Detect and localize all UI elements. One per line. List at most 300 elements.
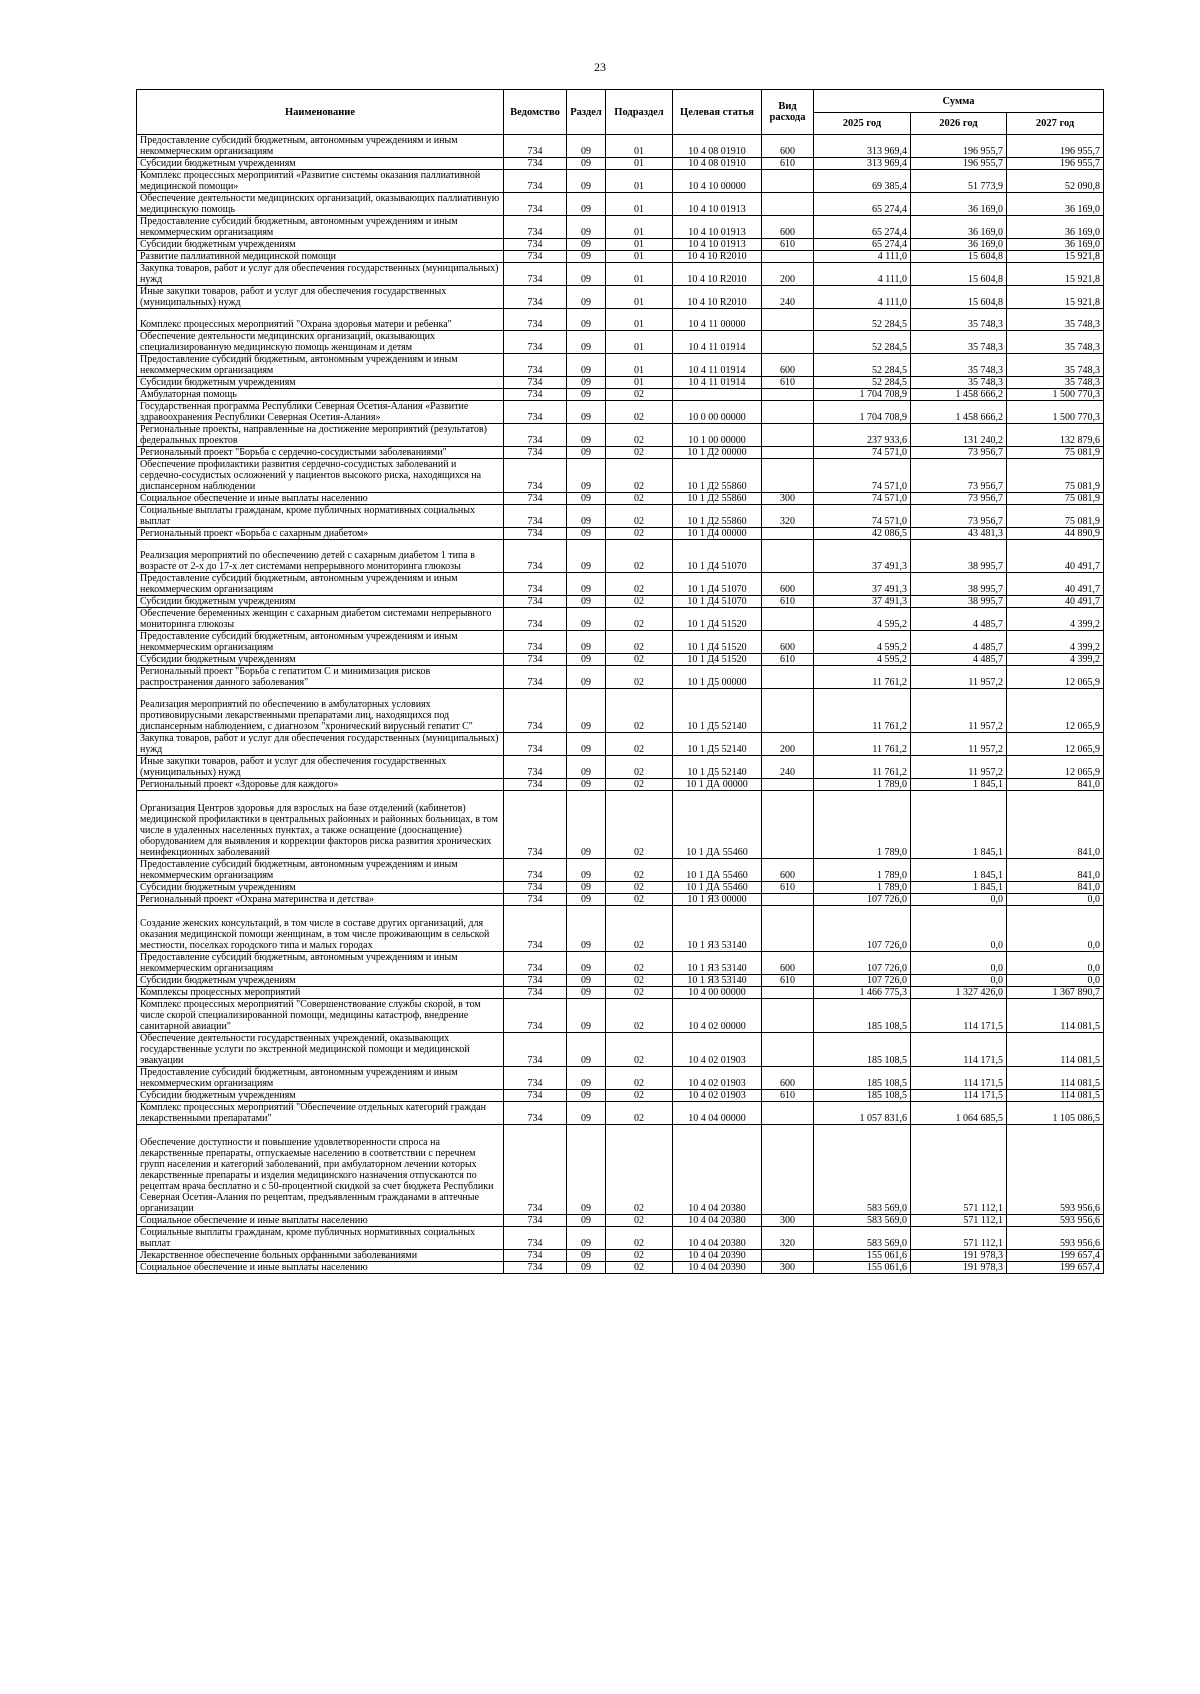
- row-name: Субсидии бюджетным учреждениям: [137, 975, 504, 987]
- header-vedomstvo: Ведомство: [504, 90, 567, 135]
- table-row: [137, 309, 1104, 331]
- row-sum-2027: 0,0: [1007, 906, 1104, 952]
- row-podrazdel: 01: [606, 377, 673, 389]
- table-row: [137, 1102, 1104, 1125]
- row-vid-raskhoda: [762, 779, 814, 791]
- row-sum-2027: 15 921,8: [1007, 286, 1104, 309]
- row-name: Субсидии бюджетным учреждениям: [137, 882, 504, 894]
- header-podrazdel: Подраздел: [606, 90, 673, 135]
- row-sum-2025: 4 595,2: [814, 608, 911, 631]
- row-tselevaya-statya: 10 1 Д5 00000: [673, 666, 762, 689]
- row-podrazdel: 02: [606, 540, 673, 573]
- row-razdel: 09: [567, 1215, 606, 1227]
- row-vid-raskhoda: 610: [762, 377, 814, 389]
- row-name: Государственная программа Республики Северная Осетия-Алания «Развитие здравоохранения Республики Северная Осетия-Алания»: [137, 401, 504, 424]
- row-sum-2026: 114 171,5: [911, 1090, 1007, 1102]
- row-sum-2027: 593 956,6: [1007, 1125, 1104, 1215]
- row-vid-raskhoda: 300: [762, 493, 814, 505]
- row-tselevaya-statya: 10 4 10 R2010: [673, 251, 762, 263]
- row-vid-raskhoda: 610: [762, 975, 814, 987]
- row-tselevaya-statya: 10 4 11 01914: [673, 331, 762, 354]
- row-sum-2027: 12 065,9: [1007, 689, 1104, 733]
- table-row: [137, 975, 1104, 987]
- row-vid-raskhoda: [762, 1125, 814, 1215]
- row-sum-2026: 73 956,7: [911, 505, 1007, 528]
- row-vedomstvo: 734: [504, 309, 567, 331]
- row-vedomstvo: 734: [504, 540, 567, 573]
- row-name: Субсидии бюджетным учреждениям: [137, 239, 504, 251]
- row-sum-2027: 40 491,7: [1007, 573, 1104, 596]
- table-row: [137, 1227, 1104, 1250]
- row-sum-2026: 191 978,3: [911, 1250, 1007, 1262]
- row-sum-2025: 1 789,0: [814, 859, 911, 882]
- row-sum-2027: 841,0: [1007, 859, 1104, 882]
- row-sum-2027: 75 081,9: [1007, 505, 1104, 528]
- row-sum-2026: 35 748,3: [911, 331, 1007, 354]
- row-tselevaya-statya: 10 4 11 01914: [673, 377, 762, 389]
- row-sum-2025: 583 569,0: [814, 1215, 911, 1227]
- page-number: 23: [594, 60, 606, 74]
- row-sum-2027: 0,0: [1007, 975, 1104, 987]
- row-name: Субсидии бюджетным учреждениям: [137, 158, 504, 170]
- row-tselevaya-statya: 10 4 00 00000: [673, 987, 762, 999]
- row-vedomstvo: 734: [504, 894, 567, 906]
- row-name: Региональные проекты, направленные на достижение мероприятий (результатов) федеральных проектов: [137, 424, 504, 447]
- row-sum-2027: 1 105 086,5: [1007, 1102, 1104, 1125]
- row-name: Предоставление субсидий бюджетным, автономным учреждениям и иным некоммерческим организациям: [137, 859, 504, 882]
- row-vid-raskhoda: [762, 987, 814, 999]
- table-row: [137, 779, 1104, 791]
- row-vedomstvo: 734: [504, 791, 567, 859]
- row-razdel: 09: [567, 309, 606, 331]
- row-sum-2025: 52 284,5: [814, 377, 911, 389]
- row-razdel: 09: [567, 999, 606, 1033]
- row-vedomstvo: 734: [504, 1102, 567, 1125]
- row-sum-2027: 12 065,9: [1007, 666, 1104, 689]
- table-row: [137, 791, 1104, 859]
- row-razdel: 09: [567, 193, 606, 216]
- row-podrazdel: 02: [606, 666, 673, 689]
- row-razdel: 09: [567, 654, 606, 666]
- row-name: Закупка товаров, работ и услуг для обеспечения государственных (муниципальных) нужд: [137, 263, 504, 286]
- row-razdel: 09: [567, 389, 606, 401]
- row-sum-2025: 11 761,2: [814, 666, 911, 689]
- header-summa: Сумма: [814, 90, 1104, 113]
- row-vedomstvo: 734: [504, 424, 567, 447]
- table-row: [137, 654, 1104, 666]
- row-name: Реализация мероприятий по обеспечению в амбулаторных условиях противовирусными лекарственными препаратами лиц, находящихся под диспансерным наблюдением, с диагнозом "хронический вирусный гепатит С": [137, 689, 504, 733]
- row-name: Региональный проект «Охрана материнства и детства»: [137, 894, 504, 906]
- row-sum-2026: 38 995,7: [911, 540, 1007, 573]
- row-razdel: 09: [567, 952, 606, 975]
- row-tselevaya-statya: 10 4 02 01903: [673, 1090, 762, 1102]
- row-podrazdel: 01: [606, 263, 673, 286]
- table-row: [137, 631, 1104, 654]
- row-razdel: 09: [567, 354, 606, 377]
- row-podrazdel: 02: [606, 608, 673, 631]
- row-vedomstvo: 734: [504, 158, 567, 170]
- row-vedomstvo: 734: [504, 952, 567, 975]
- row-tselevaya-statya: 10 4 08 01910: [673, 135, 762, 158]
- row-razdel: 09: [567, 1262, 606, 1274]
- table-row: [137, 1067, 1104, 1090]
- row-vedomstvo: 734: [504, 447, 567, 459]
- header-2026: 2026 год: [911, 113, 1007, 135]
- row-razdel: 09: [567, 540, 606, 573]
- table-row: [137, 1262, 1104, 1274]
- row-sum-2026: 0,0: [911, 975, 1007, 987]
- row-vid-raskhoda: 320: [762, 505, 814, 528]
- row-vid-raskhoda: [762, 251, 814, 263]
- row-tselevaya-statya: 10 1 Д4 51520: [673, 654, 762, 666]
- row-tselevaya-statya: 10 4 10 R2010: [673, 286, 762, 309]
- row-sum-2027: 114 081,5: [1007, 999, 1104, 1033]
- row-name: Обеспечение профилактики развития сердечно-сосудистых заболеваний и сердечно-сосудистых осложнений у пациентов высокого риска, находящихся на диспансерном наблюдении: [137, 459, 504, 493]
- row-tselevaya-statya: 10 4 10 01913: [673, 216, 762, 239]
- row-sum-2025: 185 108,5: [814, 1067, 911, 1090]
- row-name: Предоставление субсидий бюджетным, автономным учреждениям и иным некоммерческим организациям: [137, 952, 504, 975]
- row-sum-2025: 107 726,0: [814, 906, 911, 952]
- row-name: Субсидии бюджетным учреждениям: [137, 654, 504, 666]
- table-row: [137, 193, 1104, 216]
- row-sum-2027: 4 399,2: [1007, 631, 1104, 654]
- row-sum-2027: 15 921,8: [1007, 263, 1104, 286]
- row-sum-2025: 74 571,0: [814, 505, 911, 528]
- row-name: Иные закупки товаров, работ и услуг для обеспечения государственных (муниципальных) нужд: [137, 286, 504, 309]
- row-vid-raskhoda: [762, 540, 814, 573]
- row-name: Лекарственное обеспечение больных орфанными заболеваниями: [137, 1250, 504, 1262]
- row-sum-2026: 1 064 685,5: [911, 1102, 1007, 1125]
- row-vid-raskhoda: [762, 331, 814, 354]
- row-name: Комплексы процессных мероприятий: [137, 987, 504, 999]
- row-sum-2026: 11 957,2: [911, 756, 1007, 779]
- row-podrazdel: 02: [606, 975, 673, 987]
- row-sum-2027: 12 065,9: [1007, 756, 1104, 779]
- row-sum-2027: 114 081,5: [1007, 1067, 1104, 1090]
- row-vedomstvo: 734: [504, 505, 567, 528]
- row-sum-2027: 36 169,0: [1007, 193, 1104, 216]
- row-tselevaya-statya: 10 4 04 20390: [673, 1250, 762, 1262]
- row-vid-raskhoda: 600: [762, 952, 814, 975]
- row-razdel: 09: [567, 239, 606, 251]
- row-name: Социальное обеспечение и иные выплаты населению: [137, 493, 504, 505]
- row-name: Комплекс процессных мероприятий "Совершенствование службы скорой, в том числе скорой специализированной помощи, медицины катастроф, внедрение санитарной авиации": [137, 999, 504, 1033]
- row-sum-2026: 571 112,1: [911, 1215, 1007, 1227]
- table-row: [137, 389, 1104, 401]
- row-sum-2025: 4 595,2: [814, 654, 911, 666]
- row-tselevaya-statya: 10 4 04 20390: [673, 1262, 762, 1274]
- table-row: [137, 1215, 1104, 1227]
- row-vedomstvo: 734: [504, 999, 567, 1033]
- row-razdel: 09: [567, 377, 606, 389]
- row-tselevaya-statya: 10 4 10 01913: [673, 193, 762, 216]
- row-sum-2027: 35 748,3: [1007, 377, 1104, 389]
- row-vid-raskhoda: [762, 689, 814, 733]
- row-sum-2026: 73 956,7: [911, 447, 1007, 459]
- table-row: [137, 1090, 1104, 1102]
- row-sum-2027: 1 500 770,3: [1007, 401, 1104, 424]
- row-razdel: 09: [567, 882, 606, 894]
- row-sum-2027: 4 399,2: [1007, 608, 1104, 631]
- row-name: Создание женских консультаций, в том числе в составе других организаций, для оказания медицинской помощи женщинам, в том числе проживающим в сельской местности, поселках городского типа и малых городах: [137, 906, 504, 952]
- row-podrazdel: 02: [606, 1215, 673, 1227]
- row-vedomstvo: 734: [504, 608, 567, 631]
- row-tselevaya-statya: 10 1 Д5 52140: [673, 689, 762, 733]
- row-tselevaya-statya: 10 4 08 01910: [673, 158, 762, 170]
- row-sum-2026: 1 327 426,0: [911, 987, 1007, 999]
- row-podrazdel: 02: [606, 1102, 673, 1125]
- row-sum-2025: 313 969,4: [814, 158, 911, 170]
- row-podrazdel: 02: [606, 1227, 673, 1250]
- row-sum-2026: 38 995,7: [911, 573, 1007, 596]
- row-sum-2026: 196 955,7: [911, 135, 1007, 158]
- row-name: Субсидии бюджетным учреждениям: [137, 377, 504, 389]
- row-razdel: 09: [567, 158, 606, 170]
- row-sum-2025: 155 061,6: [814, 1262, 911, 1274]
- row-tselevaya-statya: 10 4 04 20380: [673, 1215, 762, 1227]
- row-sum-2026: 1 845,1: [911, 779, 1007, 791]
- row-vedomstvo: 734: [504, 1262, 567, 1274]
- row-podrazdel: 01: [606, 170, 673, 193]
- row-podrazdel: 02: [606, 1090, 673, 1102]
- row-razdel: 09: [567, 170, 606, 193]
- row-tselevaya-statya: 10 1 Д4 51520: [673, 631, 762, 654]
- row-vid-raskhoda: [762, 999, 814, 1033]
- row-razdel: 09: [567, 286, 606, 309]
- row-sum-2026: 114 171,5: [911, 1067, 1007, 1090]
- row-razdel: 09: [567, 894, 606, 906]
- row-sum-2026: 1 845,1: [911, 859, 1007, 882]
- header-tselevaya-statya: Целевая статья: [673, 90, 762, 135]
- row-podrazdel: 02: [606, 779, 673, 791]
- row-name: Социальные выплаты гражданам, кроме публичных нормативных социальных выплат: [137, 505, 504, 528]
- row-sum-2026: 4 485,7: [911, 631, 1007, 654]
- row-razdel: 09: [567, 779, 606, 791]
- row-tselevaya-statya: 10 1 Д4 51070: [673, 573, 762, 596]
- row-sum-2025: 583 569,0: [814, 1125, 911, 1215]
- row-razdel: 09: [567, 1033, 606, 1067]
- row-vid-raskhoda: 600: [762, 573, 814, 596]
- row-vedomstvo: 734: [504, 975, 567, 987]
- row-tselevaya-statya: 10 1 Д4 00000: [673, 528, 762, 540]
- row-sum-2025: 11 761,2: [814, 689, 911, 733]
- table-row: [137, 999, 1104, 1033]
- row-name: Субсидии бюджетным учреждениям: [137, 596, 504, 608]
- row-tselevaya-statya: 10 1 Д2 00000: [673, 447, 762, 459]
- row-sum-2027: 114 081,5: [1007, 1033, 1104, 1067]
- row-podrazdel: 02: [606, 906, 673, 952]
- row-vedomstvo: 734: [504, 216, 567, 239]
- row-sum-2025: 4 111,0: [814, 251, 911, 263]
- row-tselevaya-statya: 10 4 10 01913: [673, 239, 762, 251]
- row-tselevaya-statya: 10 4 02 01903: [673, 1067, 762, 1090]
- row-razdel: 09: [567, 859, 606, 882]
- row-sum-2026: 0,0: [911, 906, 1007, 952]
- row-tselevaya-statya: 10 4 04 20380: [673, 1125, 762, 1215]
- row-vid-raskhoda: [762, 1033, 814, 1067]
- row-razdel: 09: [567, 216, 606, 239]
- row-podrazdel: 02: [606, 505, 673, 528]
- row-vedomstvo: 734: [504, 1033, 567, 1067]
- row-razdel: 09: [567, 987, 606, 999]
- row-sum-2027: 841,0: [1007, 779, 1104, 791]
- row-vid-raskhoda: [762, 459, 814, 493]
- row-vedomstvo: 734: [504, 654, 567, 666]
- row-name: Иные закупки товаров, работ и услуг для обеспечения государственных (муниципальных) нужд: [137, 756, 504, 779]
- row-razdel: 09: [567, 666, 606, 689]
- row-vedomstvo: 734: [504, 1227, 567, 1250]
- row-vedomstvo: 734: [504, 263, 567, 286]
- row-razdel: 09: [567, 135, 606, 158]
- row-sum-2026: 114 171,5: [911, 1033, 1007, 1067]
- row-razdel: 09: [567, 447, 606, 459]
- row-tselevaya-statya: 10 1 ДА 55460: [673, 882, 762, 894]
- row-sum-2025: 74 571,0: [814, 459, 911, 493]
- row-vid-raskhoda: [762, 309, 814, 331]
- row-sum-2025: 52 284,5: [814, 309, 911, 331]
- row-sum-2025: 185 108,5: [814, 1090, 911, 1102]
- row-sum-2025: 74 571,0: [814, 493, 911, 505]
- row-podrazdel: 02: [606, 596, 673, 608]
- row-podrazdel: 02: [606, 999, 673, 1033]
- table-row: [137, 459, 1104, 493]
- row-tselevaya-statya: 10 4 10 R2010: [673, 263, 762, 286]
- table-row: [137, 354, 1104, 377]
- table-row: [137, 528, 1104, 540]
- row-razdel: 09: [567, 1067, 606, 1090]
- table-row: [137, 170, 1104, 193]
- table-row: [137, 424, 1104, 447]
- table-row: [137, 401, 1104, 424]
- row-razdel: 09: [567, 906, 606, 952]
- row-tselevaya-statya: 10 1 Я3 53140: [673, 906, 762, 952]
- table-row: [137, 608, 1104, 631]
- row-razdel: 09: [567, 975, 606, 987]
- row-vedomstvo: 734: [504, 493, 567, 505]
- row-razdel: 09: [567, 608, 606, 631]
- row-name: Региональный проект «Борьба с сахарным диабетом»: [137, 528, 504, 540]
- row-vedomstvo: 734: [504, 733, 567, 756]
- row-razdel: 09: [567, 1227, 606, 1250]
- row-podrazdel: 01: [606, 193, 673, 216]
- row-name: Организация Центров здоровья для взрослых на базе отделений (кабинетов) медицинской профилактики в центральных районных и районных больницах, в том числе в удаленных населенных пунктах, а также оснащение (дооснащение) оборудованием для выявления и коррекции факторов риска развития хронических неинфекционных заболеваний: [137, 791, 504, 859]
- row-sum-2027: 35 748,3: [1007, 309, 1104, 331]
- row-sum-2027: 40 491,7: [1007, 540, 1104, 573]
- row-podrazdel: 02: [606, 791, 673, 859]
- row-sum-2025: 52 284,5: [814, 331, 911, 354]
- row-sum-2026: 36 169,0: [911, 239, 1007, 251]
- row-podrazdel: 02: [606, 1125, 673, 1215]
- row-sum-2027: 841,0: [1007, 791, 1104, 859]
- row-sum-2026: 1 845,1: [911, 791, 1007, 859]
- row-vid-raskhoda: 320: [762, 1227, 814, 1250]
- row-vedomstvo: 734: [504, 1090, 567, 1102]
- row-sum-2026: 38 995,7: [911, 596, 1007, 608]
- row-sum-2025: 583 569,0: [814, 1227, 911, 1250]
- row-sum-2027: 593 956,6: [1007, 1227, 1104, 1250]
- row-sum-2025: 37 491,3: [814, 573, 911, 596]
- row-sum-2027: 36 169,0: [1007, 239, 1104, 251]
- row-name: Обеспечение беременных женщин с сахарным диабетом системами непрерывного мониторинга глюкозы: [137, 608, 504, 631]
- row-sum-2026: 4 485,7: [911, 608, 1007, 631]
- row-tselevaya-statya: [673, 389, 762, 401]
- row-vid-raskhoda: 600: [762, 1067, 814, 1090]
- row-sum-2025: 1 704 708,9: [814, 401, 911, 424]
- row-podrazdel: 02: [606, 689, 673, 733]
- row-sum-2027: 132 879,6: [1007, 424, 1104, 447]
- row-sum-2027: 75 081,9: [1007, 447, 1104, 459]
- row-sum-2026: 0,0: [911, 894, 1007, 906]
- row-razdel: 09: [567, 331, 606, 354]
- row-name: Предоставление субсидий бюджетным, автономным учреждениям и иным некоммерческим организациям: [137, 573, 504, 596]
- row-sum-2026: 114 171,5: [911, 999, 1007, 1033]
- row-podrazdel: 02: [606, 882, 673, 894]
- row-sum-2025: 42 086,5: [814, 528, 911, 540]
- row-tselevaya-statya: 10 4 02 01903: [673, 1033, 762, 1067]
- row-sum-2027: 15 921,8: [1007, 251, 1104, 263]
- row-tselevaya-statya: 10 1 Я3 00000: [673, 894, 762, 906]
- row-razdel: 09: [567, 459, 606, 493]
- row-sum-2025: 1 704 708,9: [814, 389, 911, 401]
- table-row: [137, 1250, 1104, 1262]
- row-tselevaya-statya: 10 4 10 00000: [673, 170, 762, 193]
- table-row: [137, 1125, 1104, 1215]
- row-vedomstvo: 734: [504, 239, 567, 251]
- row-sum-2025: 155 061,6: [814, 1250, 911, 1262]
- row-sum-2025: 65 274,4: [814, 239, 911, 251]
- row-sum-2027: 0,0: [1007, 894, 1104, 906]
- table-row: [137, 882, 1104, 894]
- row-name: Предоставление субсидий бюджетным, автономным учреждениям и иным некоммерческим организациям: [137, 1067, 504, 1090]
- row-name: Комплекс процессных мероприятий "Обеспечение отдельных категорий граждан лекарственными препаратами": [137, 1102, 504, 1125]
- row-sum-2026: 0,0: [911, 952, 1007, 975]
- row-sum-2027: 44 890,9: [1007, 528, 1104, 540]
- row-vedomstvo: 734: [504, 756, 567, 779]
- row-sum-2025: 4 111,0: [814, 286, 911, 309]
- row-vid-raskhoda: [762, 894, 814, 906]
- row-podrazdel: 01: [606, 216, 673, 239]
- row-razdel: 09: [567, 596, 606, 608]
- row-name: Комплекс процессных мероприятий "Охрана здоровья матери и ребенка": [137, 309, 504, 331]
- row-tselevaya-statya: 10 4 02 00000: [673, 999, 762, 1033]
- row-sum-2027: 593 956,6: [1007, 1215, 1104, 1227]
- table-row: [137, 1033, 1104, 1067]
- row-tselevaya-statya: 10 1 Д2 55860: [673, 459, 762, 493]
- row-sum-2026: 36 169,0: [911, 193, 1007, 216]
- row-sum-2026: 73 956,7: [911, 493, 1007, 505]
- row-sum-2025: 65 274,4: [814, 193, 911, 216]
- row-vid-raskhoda: [762, 193, 814, 216]
- row-name: Обеспечение деятельности медицинских организаций, оказывающих специализированную медицинскую помощь женщинам и детям: [137, 331, 504, 354]
- row-vedomstvo: 734: [504, 377, 567, 389]
- row-razdel: 09: [567, 573, 606, 596]
- table-row: [137, 666, 1104, 689]
- row-razdel: 09: [567, 263, 606, 286]
- row-sum-2025: 4 595,2: [814, 631, 911, 654]
- row-vid-raskhoda: 600: [762, 354, 814, 377]
- row-sum-2025: 1 466 775,3: [814, 987, 911, 999]
- table-row: [137, 505, 1104, 528]
- row-tselevaya-statya: 10 4 11 01914: [673, 354, 762, 377]
- row-vedomstvo: 734: [504, 631, 567, 654]
- row-sum-2027: 36 169,0: [1007, 216, 1104, 239]
- row-tselevaya-statya: 10 4 04 00000: [673, 1102, 762, 1125]
- table-row: [137, 906, 1104, 952]
- row-vedomstvo: 734: [504, 689, 567, 733]
- row-sum-2026: 1 845,1: [911, 882, 1007, 894]
- row-vid-raskhoda: 600: [762, 631, 814, 654]
- row-vid-raskhoda: [762, 424, 814, 447]
